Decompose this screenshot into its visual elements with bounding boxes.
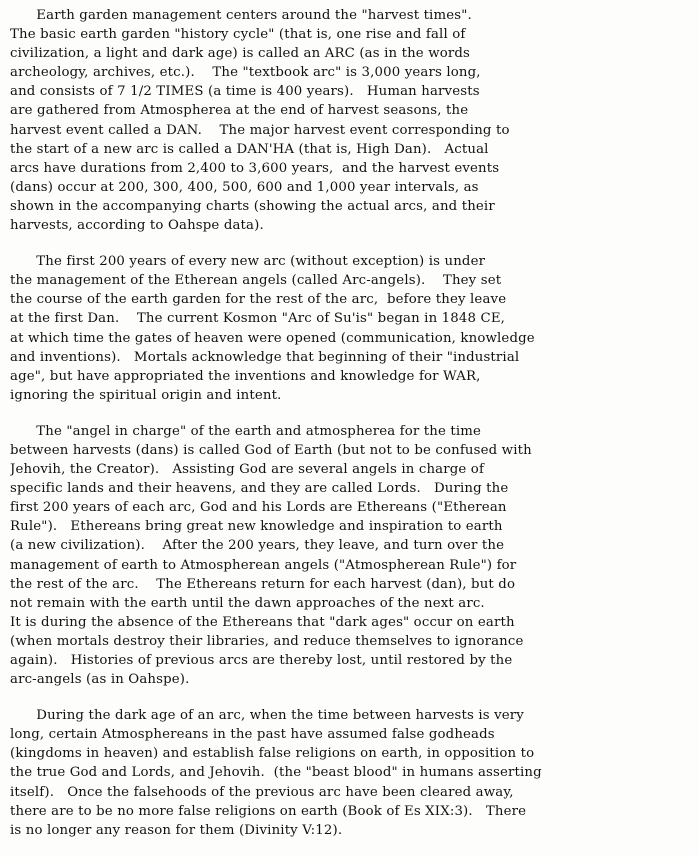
text-line: again). Histories of previous arcs are thereby lost, until restored by the xyxy=(10,653,513,668)
text-line: the management of the Etherean angels (called Arc-angels). They set xyxy=(10,273,502,289)
text-line: and inventions). Mortals acknowledge that beginning of their "industrial xyxy=(10,349,520,365)
text-line: harvests, according to Oahspe data). xyxy=(10,218,264,234)
text-line: not remain with the earth until the dawn approaches of the next arc. xyxy=(10,595,485,611)
text-line: are gathered from Atmospherea at the end of harvest seasons, the xyxy=(10,103,469,119)
paragraph-angel-in-charge xyxy=(10,422,687,689)
text-line: archeology, archives, etc.). The "textbook arc" is 3,000 years long, xyxy=(10,65,481,81)
text-line: is no longer any reason for them (Divinity V:12). xyxy=(10,822,343,838)
text-line: (when mortals destroy their libraries, and reduce themselves to ignorance xyxy=(10,633,524,649)
text-line: harvest event called a DAN. The major harvest event corresponding to xyxy=(10,122,510,138)
text-line: itself). Once the falsehoods of the previous arc have been cleared away, xyxy=(10,784,514,800)
text-line: civilization, a light and dark age) is called an ARC (as in the words xyxy=(10,46,471,62)
text-line: (dans) occur at 200, 300, 400, 500, 600 and 1,000 year intervals, as xyxy=(10,179,479,195)
text-line: between harvests (dans) is called God of Earth (but not to be confused with xyxy=(10,442,532,458)
text-line: The basic earth garden "history cycle" (that is, one rise and fall of xyxy=(10,27,466,43)
text-line: the true God and Lords, and Jehovih. (the "beast blood" in humans asserting xyxy=(10,765,542,781)
paragraph-dark-age xyxy=(10,706,687,840)
text-line: the start of a new arc is called a DAN'HA (that is, High Dan). Actual xyxy=(10,141,489,157)
text-line: long, certain Atmosphereans in the past have assumed false godheads xyxy=(10,727,495,743)
text-line: the course of the earth garden for the rest of the arc, before they leave xyxy=(10,292,507,308)
text-line: (a new civilization). After the 200 years, they leave, and turn over the xyxy=(10,538,505,554)
text-line: Jehovih, the Creator). Assisting God are several angels in charge of xyxy=(10,462,485,478)
text-line: Rule"). Ethereans bring great new knowledge and inspiration to earth xyxy=(10,519,503,535)
text-line: Earth garden management centers around the "harvest times". xyxy=(10,8,472,23)
text-line: age", but have appropriated the inventions and knowledge for WAR, xyxy=(10,368,481,384)
paragraph-harvest-times xyxy=(10,6,687,235)
text-line: arc-angels (as in Oahspe). xyxy=(10,672,190,688)
text-line: at the first Dan. The current Kosmon "Arc of Su'is" began in 1848 CE, xyxy=(10,311,506,327)
text-line: the rest of the arc. The Ethereans return for each harvest (dan), but do xyxy=(10,576,516,592)
text-line: management of earth to Atmospherean angels ("Atmospherean Rule") for xyxy=(10,557,517,573)
text-line: specific lands and their heavens, and they are called Lords. During the xyxy=(10,481,509,497)
text-line: It is during the absence of the Ethereans that "dark ages" occur on earth xyxy=(10,614,515,630)
text-line: The "angel in charge" of the earth and atmospherea for the time xyxy=(10,423,482,439)
paragraph-etherean-angels xyxy=(10,252,687,405)
text-line: at which time the gates of heaven were opened (communication, knowledge xyxy=(10,330,535,346)
text-line: During the dark age of an arc, when the time between harvests is very xyxy=(10,708,524,724)
text-line: (kingdoms in heaven) and establish false religions on earth, in opposition to xyxy=(10,746,535,762)
text-line: arcs have durations from 2,400 to 3,600 years, and the harvest events xyxy=(10,160,500,176)
text-line: there are to be no more false religions on earth (Book of Es XIX:3). There xyxy=(10,803,527,819)
text-line: ignoring the spiritual origin and intent. xyxy=(10,387,282,403)
text-line: and consists of 7 1/2 TIMES (a time is 400 years). Human harvests xyxy=(10,84,480,100)
text-line: first 200 years of each arc, God and his Lords are Ethereans ("Etherean xyxy=(10,500,507,516)
text-line: shown in the accompanying charts (showing the actual arcs, and their xyxy=(10,198,495,214)
text-line: The first 200 years of every new arc (without exception) is under xyxy=(10,254,486,270)
